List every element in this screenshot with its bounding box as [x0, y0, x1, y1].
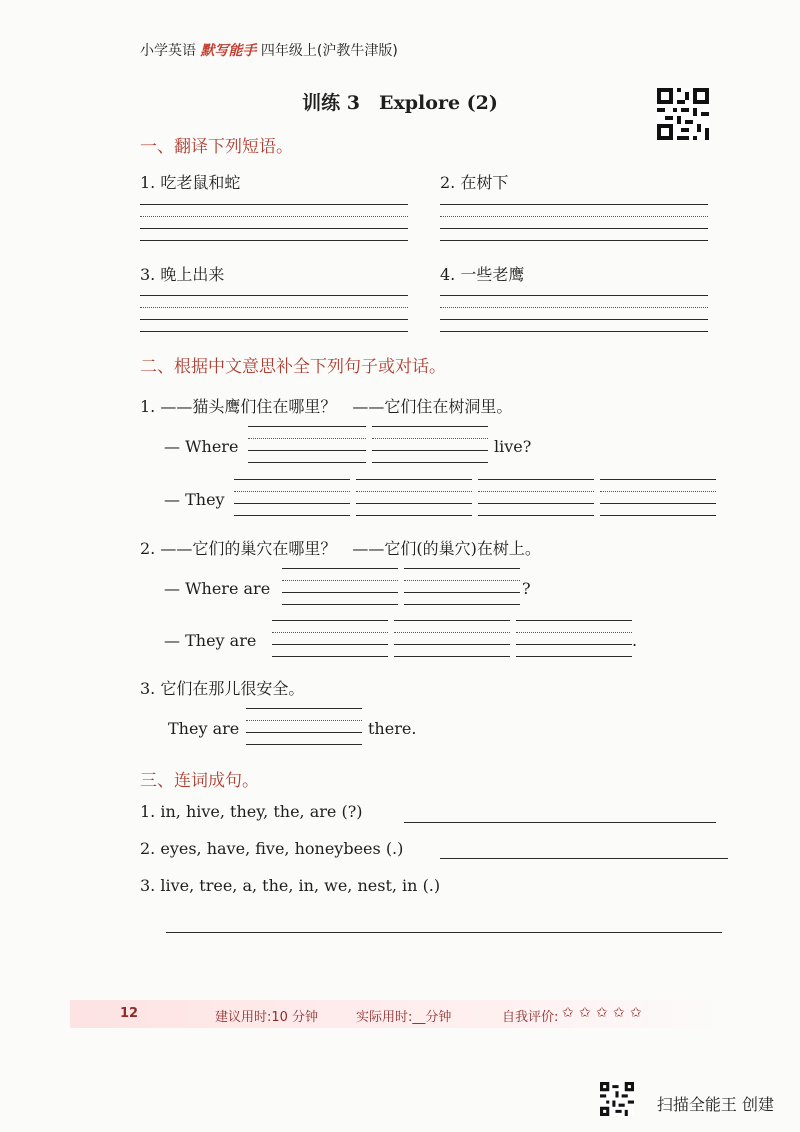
- book-header: [140, 40, 398, 60]
- reorder-answer-line-3[interactable]: [166, 932, 722, 933]
- page-number: 12: [120, 1006, 139, 1021]
- scanner-watermark-text: 扫描全能王 创建: [656, 1095, 774, 1114]
- rating-star-icon[interactable]: ✩: [562, 1005, 574, 1021]
- dialogue-1-prompt: 1. ——猫头鹰们住在哪里？ ——它们住在树洞里。: [140, 397, 513, 416]
- header-book: 小学英语: [140, 43, 196, 59]
- sentence-3-prompt: 3. 它们在那儿很安全。: [140, 679, 305, 698]
- self-evaluation-label: 自我评价:: [502, 1010, 559, 1025]
- sentence-3-they-are: They are: [168, 719, 240, 738]
- actual-time: 实际用时:__分钟: [356, 1010, 452, 1025]
- dialogue-1-they: — They: [164, 490, 225, 509]
- scanner-qr-icon: [600, 1082, 634, 1116]
- dialogue-2-period: .: [632, 631, 638, 650]
- phrase-3: 3. 晚上出来: [140, 265, 225, 284]
- dialogue-2-where-are: — Where are: [164, 579, 271, 598]
- dialogue-2-prompt: 2. ——它们的巢穴在哪里？ ——它们(的巢穴)在树上。: [140, 539, 541, 558]
- section3-heading: 三、连词成句。: [140, 771, 259, 791]
- page-title: 训练 3 Explore (2): [302, 92, 498, 114]
- reorder-answer-line-1[interactable]: [404, 822, 716, 823]
- dialogue-1-live: live?: [494, 437, 532, 456]
- reorder-answer-line-2[interactable]: [440, 858, 728, 859]
- rating-star-icon[interactable]: ✩: [613, 1005, 625, 1021]
- dialogue-1-where: — Where: [164, 437, 239, 456]
- dialogue-2-they-are: — They are: [164, 631, 257, 650]
- reorder-item-1: 1. in, hive, they, the, are (?): [140, 802, 363, 821]
- rating-star-icon[interactable]: ✩: [596, 1005, 608, 1021]
- section2-heading: 二、根据中文意思补全下列句子或对话。: [140, 357, 446, 377]
- dialogue-2-qmark: ?: [522, 579, 531, 598]
- rating-star-icon[interactable]: ✩: [630, 1005, 642, 1021]
- phrase-2: 2. 在树下: [440, 173, 509, 192]
- reorder-item-2: 2. eyes, have, five, honeybees (.): [140, 839, 404, 858]
- rating-star-icon[interactable]: ✩: [579, 1005, 591, 1021]
- header-grade: 四年级上(沪教牛津版): [260, 43, 398, 59]
- header-brand: 默写能手: [200, 43, 257, 59]
- phrase-4: 4. 一些老鹰: [440, 265, 525, 284]
- sentence-3-there: there.: [368, 719, 417, 738]
- suggested-time: 建议用时:10 分钟: [215, 1010, 319, 1025]
- phrase-1: 1. 吃老鼠和蛇: [140, 173, 241, 192]
- reorder-item-3: 3. live, tree, a, the, in, we, nest, in (.): [140, 876, 441, 895]
- section1-heading: 一、翻译下列短语。: [140, 137, 293, 157]
- qr-code-icon: [657, 88, 709, 140]
